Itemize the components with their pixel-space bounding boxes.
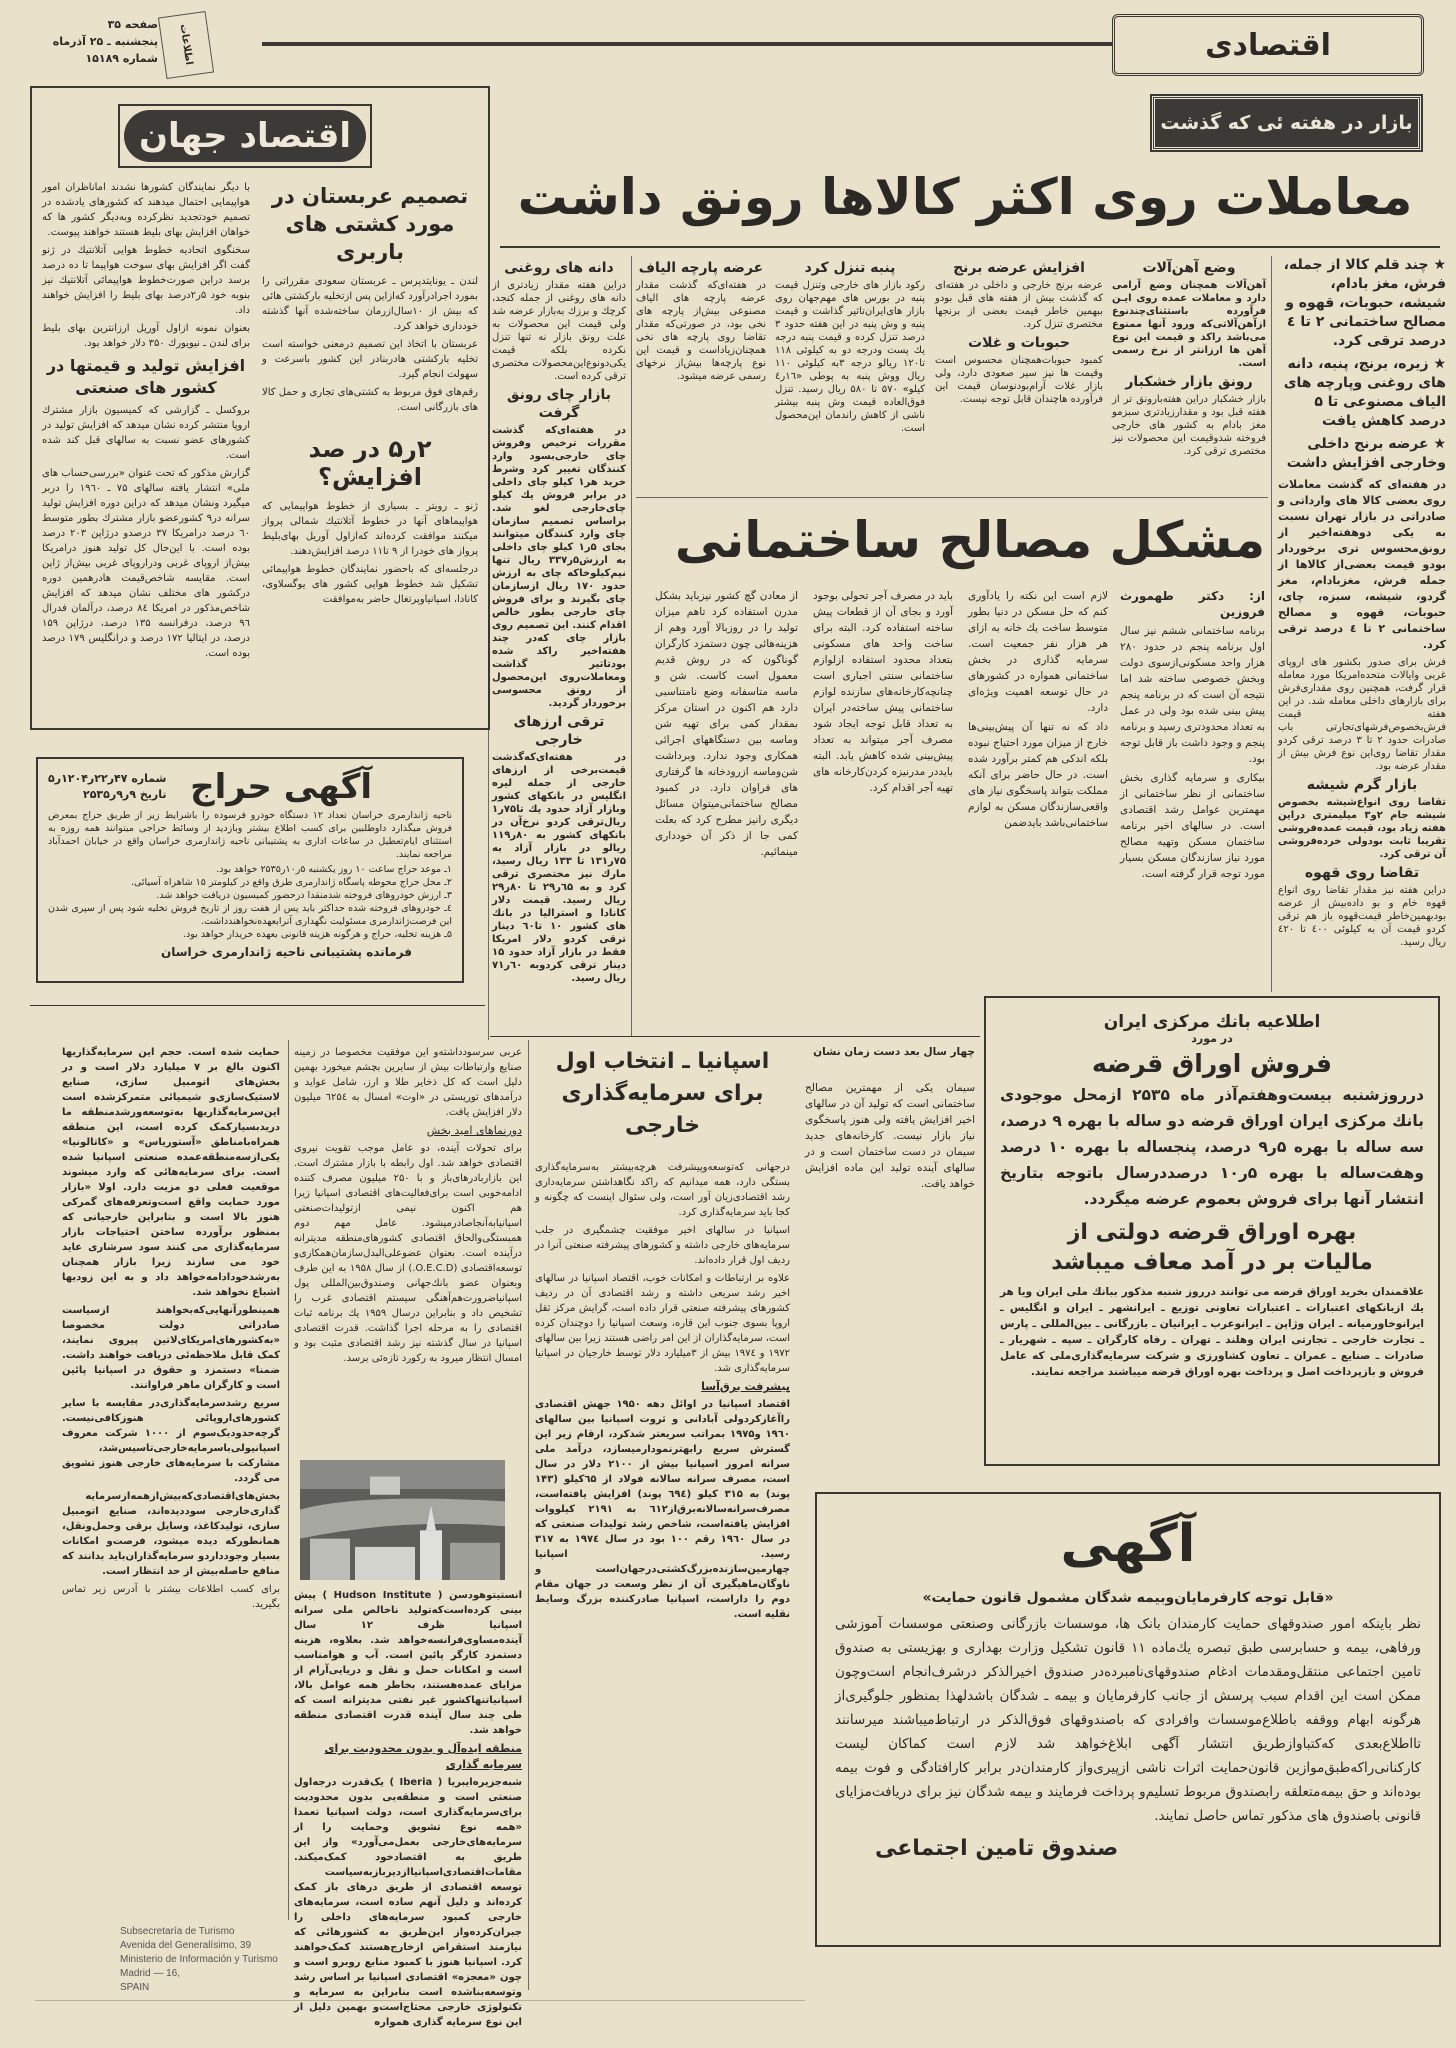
spain-paragraph: همینطورآنهایی‌که‌بخواهند ازسیاست صادراتی دولت مخصوصا «به‌کشورهای‌امریکای‌لاتین پیروی نمایند، کمک قابل ملاحظه‌ئی دریافت خواهند داشت. ضمنا» دستمزد و حقوق در اسپانیا پائین است و کارگران ماهر فراوانند. [62,1305,280,1391]
materials-column-1 [1120,588,1265,885]
market-intro: در هفته‌ای که گذشت معاملات روی بعضی کالا های وارداتی و صادراتی در بازار تهران نسبت به یکی دوهفته‌اخیر از رونق‌محسوس تری برخوردار بودو قیمت بعضی‌از کالاها از جمله فرش، مغزبادام، مغز گردو، شیشه، سبزه، چای، حبوبات، قهوه و مصالح ساختمانی ۲ تا ٤ درصد ترقی کرد. [1278,478,1447,651]
header-rule [262,42,1112,46]
market-kicker: بازار در هفته ئی که گذشت [1152,96,1421,150]
materials-paragraph: باید در مصرف آجر تحولی بوجود آورد و بجای آن از قطعات پیش ساخته استفاده کرد. البته برای ساخت واحد های مسکونی بتعداد محدود استفاده ازلوازم ساختمانی سنتی اجباری است چنانچه‌کارخانه‌های سازنده لوازم ساختمانی پیش ساخته‌در ایران به تعداد قابل توجه ایجاد شود مصرف آجر میتواند به تعداد پیش‌بینی شده کاهش یابد. البته بایددر مدرنیزه کردن‌کارخانه های تهیه آجر اقدام کرد. [813,590,953,794]
materials-paragraph: بیکاری و سرمایه گذاری بخش ساختمانی از نظر ساختمانی از مهمترین عوامل رشد اقتصادی است. در سالهای اخیر برنامه ساختمان مسکن وتهیه مصالح مورد نیاز سازندگان مسکن بسیار مورد توجه قرار گرفته است. [1120,772,1265,880]
spain-headline: اسپانیا ـ انتخاب اول برای سرمایه‌گذاری خارجی [555,1049,770,1138]
section-title: اقتصادی [1112,14,1424,76]
auction-item: ۲ـ محل حراج محوطه پاسگاه ژاندارمری طرق واقع در کیلومتر ۱۵ شاهراه آسیائی. [130,877,452,888]
materials-byline: از: دکتر طهمورث فروزین [1120,589,1265,619]
world-right-column [262,180,478,610]
world-economy-title-text: اقتصاد جهان [124,110,366,162]
address-line: Ministerio de Información y Turismo [120,1954,278,1965]
section-divider [636,497,1268,498]
tax-exempt-title: بهره اوراق قرضه دولتی از [1067,1220,1357,1245]
address-line: Madrid — 16, [120,1968,181,1979]
section-divider [30,1005,485,1006]
spain-subhead: منطقه ایده‌آل و بدون محدودیت برای سرمایه گذاری [324,1742,522,1771]
section-text: کمبود حبوبات‌همچنان محسوس است وقیمت ها نیز سیر صعودی دارد، ولی بازار غلات آرام‌بودنوسان قیمت این فرآورده هاچندان قابل توجه نیست. [935,355,1103,405]
saudi-headline: تصمیم عربستان در مورد کشتی های باربری [271,184,469,264]
auction-item: ۳ـ ارزش خودروهای فروخته شدمنقدا درحضور کمیسیون دریافت خواهد شد. [156,890,452,901]
auction-item: ۱ـ موعد حراج ساعت ۱۰ روز یکشنبه ۵ر۱۰ر۲۵۳۵ خواهد بود. [216,864,452,875]
market-column-4 [775,256,925,438]
materials-paragraph: لازم است این نکته را یادآوری کنم که حل مسکن در دنیا بطور متوسط ساخت یك خانه به ازای هر هزار نفر جمعیت است. سرمایه گذاری در بخش ساختمانی همواره در کشورهای در حال توسعه اهمیت ویژه‌ای دارد. [968,590,1108,714]
photo-caption: انستیتوهودسن ( Hudson Institute ) پیش بینی کرده‌است‌که‌تولید ناخالص ملی سرانه اسپانیا ظرف ۱۲ سال آینده‌مساوی‌فرانسه‌خواهد شد. بعلاوه، هزینه دستمزد کارگر پائین است. آب و هوامناسب است و امکانات حمل و نقل و دریایی‌آرام از مزایای عمده‌هستند، بخاطر همه عوامل بالا، اسپانیاتنهاکشور غیر نفتی مدیترانه است که طی چند سال آینده قدرت اقتصادی منطقه خواهد شد. [294,1590,522,1736]
spain-column-a [535,1160,790,1625]
market-column-5 [636,256,766,386]
market-column-3 [935,256,1103,409]
materials-column-3 [813,588,953,799]
auction-item: ٤ـ خودروهای فروخته شده حداکثر باید پس از هفت روز از تاریخ فروش تخلیه شود پس از سپری شدن این فرصت‌ژاندارمری مسئولیت نگهداری آنرابعهده‌نخواهندداشت. [48,903,452,927]
materials-continuation [805,1044,975,1195]
world-text: بعنوان نمونه ازاول آوریل ارزانترین بهای بلیط برای لندن ـ نیویورك ۳۵۰ دلار خواهد بود. [42,323,250,349]
address-line: SPAIN [120,1982,150,1993]
section-heading: پنبه تنزل کرد [804,260,896,276]
section-text: بازار خشکبار دراین هفته‌بارونق تر از هفته قبل بود و مقدارزیادتری سبزمو مغز بادام به کشور های خارجی فروخته شدوقیمت این محصولات نیز مختصری ترقی کرد. [1112,394,1266,457]
materials-paragraph: از معادن گچ کشور نیزباید بشکل مدرن استفاده کرد تاهم میزان تولید را در روزبالا آورد وهم از هزینه‌هائی چون دستمزد کارگران گوناگون که در روش قدیم معمول است کاست. شن و ماسه متاسفانه وضع نامتناسبی دارد هم اکنون در استان مرکز بمقدار کمی برای تهیه شن وماسه بین دستگاههای اجرائی همکاری وجود ندارد. وبرداشت شن‌وماسه ازرودخانه ها گرفتاری های فراوان دارد. در کمبود مصالح ساختمانی‌میتوان مسائل دیگری رانیز مطرح کرد که بعلت کمی جا از ذکر آن خودداری مینمائیم. [655,590,798,858]
spain-column-b [294,1045,522,1369]
spain-paragraph: حمایت شده است. حجم این سرمایه‌گذاریها اکنون بالغ بر ۷ میلیارد دلار است و در بخش‌های اتومبیل سازی، صنایع لاستیک‌سازی‌و شیمیائی متمرکزشده است این‌سرمایه‌گذاریها به‌توسعه‌ورشد‌منطقه ما درید‌بسیار‌کمک کرده است، این منطقه همراه‌با‌مناطق «آستوریاس» و «کاتالونیا» یکی‌از‌سه‌منطقه‌عمده صنعتی اسپانیا شده است. برای سرمایه‌هائی که وارد میشوند موقعیت فعلی دو مزیت دارد. اولا «بازار مورد حمایت واقع است‌وتعرفه‌های گمرکی هنوز بالا است و بنابراین خارجیانی که بمنظور برآورده ساختن احتیاجات بازار سرمایه‌گذاری می کنند سود سرشاری عاید خود می سازند زیرا بازار همچنان به‌رشدخود‌ادامه‌خواهد داد و به این زودیها اشباع نخواهد شد. [62,1047,280,1298]
section-heading: عرضه پارچه الیاف [638,260,764,276]
materials-column-2 [968,588,1108,834]
section-text: دراین هفته نیز مقدار تقاضا روی انواع قهوه خام و بو داده‌بیش از عرضه بودبهمین‌خاطر قیمت‌قهوه باز هم ترقی کردو قیمت آن به کیلوئی ٤۰۰ تا ٤۲۰ ریال رسید. [1278,885,1446,948]
spain-contact-line: برای کسب اطلاعات بیشتر با آدرس زیر تماس بگیرید. [62,1584,280,1610]
notice-body: نظر باینکه امور صندوقهای حمایت کارمندان بانک ها، موسسات بازرگانی وصنعتی موسسات آموزشی ورفاهی، بیمه و حسابرسی طبق تبصره یك‌ماده ۱۱ قانون تشکیل وزارت بهداری و بهزیستی به صندوق تامین اجتماعی منتقل‌ومقدمات ادغام صندوقهای‌نامبرده‌در صندوق اخیرالذکر درشرف‌انجام است‌وچون ممکن است این اقدام سبب پرسش از جانب کارفرمایان و بیمه ـ شدگان باشدلهذا بمنظور جلوگیری‌از هرگونه ابهام ووقفه باطلاع‌موسسات وافرادی که باصندوقهای فوق‌الذکر در ارتباط‌میباشند میرسانند تااطلاع‌بعدی که‌کتباوازطریق انتشار آگهی ابلاغ‌خواهد شد لازم است کماکان لیست کارکنانی‌راکه‌طبق‌موازین قانون‌حمایت اثرات ناشی ازپیری‌واز کارمندان‌در برابر کارافتادگی و فوت بیمه بوده‌اند و حق بیمه‌متعلقه رابصندوق مربوط تسلیم‌و پرداخت فرمایند و بیمه شدگان نیز برای دریافت‌مزایای قانونی باصندوق های مذکور تماس حاصل نمایند. [835,1616,1421,1824]
address-line: Subsecretaría de Turismo [120,1926,235,1937]
market-bullet: ★ عرضه برنج داخلی وخارجی افزایش داشت [1286,436,1446,471]
section-heading: ترقی ارزهای خارجی [513,714,605,748]
issue-date: پنجشنبه ـ ۲۵ آذرماه [52,35,158,48]
address-line: Avenida del Generalísimo, 39 [120,1940,252,1951]
market-bullet: ★ زیره، برنج، پنبه، دانه های روغنی وپارچه های الیاف مصنوعی تا ۵ درصد کاهش یافت [1283,356,1446,429]
section-heading: دانه های روغنی [504,260,614,276]
spain-paragraph: بخش‌های‌اقتصادی‌که‌بیش‌از‌همه‌از‌سرمایه گذاری‌خارجی سود‌دیده‌اند، صنایع اتومبیل سازی، تولیدکاغذ، وسایل برقی وحمل‌ونقل، همانطورکه دیده میشود، فرصت‌و امکانات بسیار وجوددارد‌و سرمایه‌گذاران‌باید بدانند که منافع حاصله‌بیش از حد انتظار است. [62,1491,280,1577]
section-divider [490,1036,980,1037]
auction-title: آگهی حراج [190,767,372,807]
section-heading: افزایش عرضه برنج [953,260,1085,276]
spain-paragraph: برای تحولات آینده، دو عامل موجب تقویت نیروی اقتصادی خواهد شد. اول رابطه با بازار مشترك است. این بازاربادرهای‌باز و با ۲۵۰ میلیون مصرف کننده ادامه‌خوبی است برای‌فعالیت‌های اقتصادی اسپانیا زیرا هم اکنون نیمی ازتولیدات‌صنعتی اسپانیابه‌آنجاصادرمیشود. عامل مهم دوم همبستگی‌والحاق اقتصادی کشورهای‌منطقه مدیترانه درآینده است. بعنوان عضوعلی‌البدل‌سازمان‌همکاری‌و توسعه‌اقتصادی (O.E.C.D.) از سال ۱۹۵۸ به این طرف وبعنوان عضو بانك‌جهانی وصندوق‌بین‌المللی پول اسپانیاضرورت‌هم‌آهنگی سیستم اقتصادی غرب را تشخیص داد و بنابراین درسال ۱۹۵۹ یك برنامه ثبات اقتصادی را به مرحله اجرا گذاشت. قدرت اقتصادی اسپانیا در سال گذشته نیز رشد اقتصادی مثبت بود و امسال انتظار میرود به رکورد تازه‌ئی برسد. [294,1143,523,1364]
auction-number: شماره ۴۷ر۲۲ر۱۲۰۴ر۵ [48,772,167,785]
spain-column-c [62,1045,280,1615]
airline-headline: ۲ر۵ در صد افزایش؟ [308,435,432,491]
section-heading: تقاضا روی قهوه [1304,865,1420,881]
materials-paragraph: سیمان یکی از مهمترین مصالح ساختمانی است که تولید آن در سالهای اخیر افزایش یافته ولی هنوز پاسخگوی نیاز بازار نیست. کارخانه‌های جدید سیمان در دست ساختمان است و در سالهای آینده تولید این ماده افزایش خواهد یافت. [805,1082,975,1190]
saudi-text: لندن ـ یونایتدپرس ـ عربستان سعودی مقرراتی را بمورد اجرادرآورد که‌ازاین پس ازتخلیه بارکشتی هائی که بیش از ۱۰سال‌ازرمان ساخته‌شده آنها گذشته خودداری خواهد کرد. [262,276,478,332]
spain-paragraph: درجهانی که‌توسعه‌وپیشرفت هرچه‌بیشتر به‌سرمایه‌گذاری بستگی دارد، همه میدانیم که راکد نگاهداشتن سرمایه‌داری رشد اقتصادی‌زیان آور است، ولی سئوال اینست که چگونه و کجا باید سرمایه‌گذاری کرد. [535,1162,790,1218]
social-security-notice [815,1492,1441,1947]
materials-footer-line: چهار سال بعد دست زمان نشان [813,1046,975,1058]
section-heading: بازار چای رونق گرفت [507,387,611,421]
masthead [50,14,260,74]
section-text: در هفته‌ای‌که‌گذشت قیمت‌برخی از ارزهای خارجی از جمله لیره انگلیس در بانکهای کشور وبازار آزاد حدود یك تا۷۵ر۱ ریال‌ترقی کردو نرخ‌آن در بانکهای کشور به ۸۰ر۱۱۹ ریالو در بازار آزاد به ۷۵ر۱۳۱ تا ۱۳۳ ریال رسید، مارك نیز مختصری ترقی کرد و به ٦۵ر۲۹ تا ۸۰ر۲۹ ریال رسید. قیمت دلار کانادا و استرالیا در بانك های کشور ۱۰ تا٦۰ دینار ترقی کردو دلار امریکا فقط در بازار آزاد حدود ۱۵ دینار ترقی کردوبه ٦۰ر۷۱ ریال رسید. [492,752,626,984]
airline-text: ژنو ـ رویتر ـ بسیاری از خطوط هواپیمایی که هواپیماهای آنها در خطوط آتلانتیك شمالی پرواز میکنند موافقت کرده‌اند که‌ازاول آوریل بهای‌بلیط پرواز های خودرا از ۹ تا۱۱ درصد افزایش‌دهند. [262,501,478,557]
spain-paragraph: اقتصاد اسپانیا در اوائل دهه ۱۹۵۰ جهش اقتصادی راآغازکردولی آبادانی و ثروت اسپانیا بین سالهای ۱۹٦۰ و۱۹۷۵ بمراتب سریعتر شدکرد، ارقام زیر این گسترش سریع رابهترنمودارمیسازد، درآمد ملی سرانه امروز اسپانیا بیش از ۲۱۰۰ دلار در سال است، مصرف سرانه سالانه فولاد از ٦۵کیلو (۱۴۳ پوند) به ۳۱۵ کیلو (٦۹٤ پوند) افزایش یافته‌است، مصرف‌سرانه‌سالانه‌برق‌از٦۱۲ به ۲۱۹۱ کیلووات افزایش یافته‌است، شاخص رشد تولیدات صنعتی که در سال ۱۹٦۰ رقم ۱۰۰ بود در سال ۱۹۷٤ به ۳۱۷ رسید. اسپانیا چهارمین‌سازنده‌بزرگ‌کشتی‌درجهان‌است و ناوگان‌ماهیگیری آن از نظر وسعت در جهان مقام دوم را داراست، اسپانیا صادرکننده بزرگ وسایط نقلیه است. [535,1399,791,1620]
airline-text: درجلسه‌ای که باحضور نمایندگان خطوط هواپیمائی تشکیل شد خطوط هوایی کشور های یوگسلاوی، کانادا، اسپانیاوپرتغال حاضر به‌موافقت [262,564,478,605]
spain-paragraph: علاوه بر ارتباطات و امکانات خوب، اقتصاد اسپانیا در سالهای اخیر رشد سریعی داشته و رشد اقتصادی آن در ردیف کشورهای پیشرفته صنعتی قرار داده است، گرایش مرکز ثقل اروپا بسوی جنوب این قاره، وسعت اسپانیا را دوچندان کرده است، سرمایه‌گذاران از این امر راضی هستند زیرا بین سالهای ۱۹۷۲ و ۱۹۷٤ بیش از ۳میلیارد دلار توسط خارجیان در اسپانیا سرمایه‌گذاری شد. [535,1273,790,1374]
auction-notice [36,757,464,983]
carpet-text: فرش برای صدور بکشور های اروپای غربی وایالات متحده‌امریکا مورد معامله قرار گرفت، همچنین روی مقداری‌فرش برای بازارهای داخلی معامله شد. در این هفته قیمت فرش‌بخصوص‌فرشهای‌تجارتی باب صادرات حدود ۲ تا ۳ درصد ترقی کردو مقدار تقاضا روی‌این نوع فرش بیش از مقدار عرضه بود. [1278,657,1446,772]
saudi-text: رقم‌های فوق مربوط به کشتی‌های تجاری و حمل کالا های بازرگانی است. [262,387,478,413]
bank-notice-footer: علاقمندان بخرید اوراق قرضه می توانند درروز شنبه مذکور ببانك ملی ایران ویا هر یك ازبانکهای اعتبارات ـ اعتبارات تعاونی توزیع ـ ایرانشهر ـ ایران و انگلیس ـ ایرانوخاورمیانه ـ ایران وژاپن ـ ایرانوعرب ـ ایرانیان ـ بازرگانی ـ بین‌المللی ـ پارس ـ تجارت خارجی ـ تجارتی ایران وهلند ـ تهران ـ رفاه کارگران ـ سپه ـ شهریار ـ صادرات ـ صنایع ـ عمران ـ تعاون کشاورزی و شرکت سرمایه‌گذاری‌ملی که عامل فروش و بازپرداخت اصل و پرداخت بهره اوراق قرضه میباشند مراجعه نمایند. [1000,1286,1424,1378]
notice-subtitle: «قابل توجه کارفرمایان‌وبیمه شدگان مشمول قانون حمایت» [922,1590,1334,1606]
world-text: سخنگوی اتحادیه خطوط هوایی آتلانتیك در ژنو گفت اگر افزایش بهای سوخت هواپیما تا ده درصد برسد دراین صورت‌خطوط هواپیمائی آتلانتیك نیز بنوبه خود ۵ر۲درصد بهای بلیط را افزایش خواهند داد. [42,245,250,316]
column-divider [631,256,632,1036]
auction-signature: فرمانده پشتیبانی ناحیه ژاندارمری خراسان [160,945,412,959]
section-text: در هفته‌ای‌که گذشت مقررات ترخیص وفروش چای خارجی‌بسود وارد کنندگان تغییر کرد وشرط خرید هر۱ کیلو چای داخلی در برابر فروش یك کیلو چای‌خارجی لغو شد. براساس تصمیم سازمان چای وارد کنندگان میتوانند بجای ۵ر۱ کیلو چای داخلی به ارزش۵ر۳۳۷ ریال تنها نیم‌کیلوخاکه چای به ارزش حدود ۱۷۰ ریال ازسازمان چای بگیرند و برای فروش چای خارجی بطور خالص اقدام کنند. این تصمیم روی بازار چای که‌در چند هفته‌اخیر راکد شده بود‌تاثیر گذاشت ومعاملات‌روی این‌محصول از رونق محسوسی برخوردار گردید. [492,425,626,709]
spain-paragraph: شبه‌جزیره‌ایبریا ( Iberia ) یک‌قدرت درجه‌اول صنعتی است و منطقه‌یی بدون محدودیت برای‌سرمایه‌گذاری است، دولت اسپانیا تعمدا «همه نوع تشویق وحمایت را از سرمایه‌های‌خارجی بعمل‌می‌آورد» واز این طریق به اقتصادخود کمک‌میکند. مقامات‌اقتصادی‌اسپانیاازدیرباز‌به‌سیاست توسعه اقتصادی از طریق درهای باز کمک کرده‌اند و دلیل آنهم ساده است، سرمایه‌های خارجی کمبود سرمایه‌های داخلی را جبران‌کرده‌واز این‌طریق به کشورهائی که نیازمند استقراض ازخارج‌هستند کمک‌خواهند کرد. اسپانیا هنوز با کمبود منابع روبرو است و چون «معجزه» اقتصادی اسپانیا بر اساس رشد وتوسعه‌بناشده است بنابراین به سرمایه و تکنولوژی خارجی محتاج‌است‌و بهمین دلیل از این نوع سرمایه گذاری همواره [294,1777,522,2028]
section-text: عرضه برنج خارجی و داخلی در هفته‌ای که گذشت بیش از هفته های قبل بودو ببهمین خاطر قیمت بعضی از برنجها مختصری تنزل کرد. [935,280,1103,330]
spain-address [120,1925,290,1995]
spain-subhead: پیشرفت برق‌آسا [701,1380,790,1393]
materials-headline: مشکل مصالح ساختمانی [674,511,1266,569]
notice-signature: صندوق تامین اجتماعی [875,1836,1119,1861]
market-column-6 [492,256,626,988]
market-headline: معاملات روی اکثر کالاها رونق داشت [517,168,1413,226]
market-rule [500,246,1440,248]
auction-body: ناحیه ژاندارمری خراسان تعداد ۱۲ دستگاه خودرو فرسوده را باشرایط زیر از طریق حراج بمعرض فروش میگذارد داوطلبین برای کسب اطلاع بیشتر وبازدید از وسائط حراجی میتوانند همه روزه به استثنای ایام‌تعطیل در ساعات اداری به پشتیبانی ناحیه ژاندارمری خراسان واقع در خیابان احمدآباد مراجعه نمایند. [48,810,452,860]
section-text: در هفته‌ای‌که گذشت مقدار عرضه پارچه های الیاف مصنوعی بیش‌از پارچه های نخی بود، در صورتی‌که مقدار تقاضا روی پارچه های نخی همچنان‌زیاداست و قیمت این نوع پارچه‌ها بیش‌از نرخهای رسمی عرضه میشود. [636,280,766,382]
section-heading: رونق بازار خشکبار [1125,374,1253,390]
market-column-1 [1278,256,1446,952]
materials-paragraph: داد که نه تنها آن پیش‌بینی‌ها خارج از میزان مورد احتیاج نبوده بلکه اندکی هم کمتر برآورد شده است. در حال حاضر برای آنکه مملکت بتواند پاسخگوی نیاز های واقعی‌سازندگان مسکن به لوازم ساختمانی‌باشد بایدضمن [968,721,1108,829]
world-text: بروکسل ـ گزارشی که کمیسیون بازار مشترك اروپا منتشر کرده نشان میدهد که افزایش تولید در کشورهای عضو نسبت به سالهای قبل کند شده است. [42,405,250,461]
central-bank-notice [984,996,1440,1466]
saudi-text: عربستان با اتخاذ این تصمیم درمعنی خواسته است تخلیه بارکشتی هادربنادر این کشور باسرعت و سهولت انجام گیرد. [262,339,478,380]
section-text: دراین هفته مقدار زیادتری از دانه های روغنی از جمله کنجد، کرچك و برزك به‌بازار عرضه شد ولی قیمت این محصولات به علت رونق بازار نه تنها تنزل نکرده بلکه قیمت یکی‌دونوع‌این‌محصولات مختصری ترقی کرده است. [492,280,626,382]
world-text: گزارش مذکور که تحت عنوان «بررسی‌حساب های ملی» انتشار یافته سالهای ۷۵ ـ ۱۹٦۰ را دربر میگیرد ونشان میدهد که دراین دوره افزایش تولید سرانه در۹ کشورعضو بازار مشترك بطور متوسط ٦۰ درصد درامریکا ۳۷ درصدو درژاپن ۲۰۳ درصد بوده است. با این‌حال کل تولید هنوز درامریکا بیش‌از اروپای غربی ودراروپای غربی بیش‌از ژاپن است. مقایسه شاخص‌قیمت هادرهمین دوره درکشور های مختلف نشان میدهد که افزایش شاخص‌مذکور در امریکا ۸٤ درصد، درآلمان فدرال ۹٦ درصد، درفرانسه ۱۳۵ درصد، درژاپن ۱۵۹ درصد، در ایتالیا ۱۷۲ درصد و درانگلیس ۱۷۹ درصد بوده است. [42,468,251,659]
world-economy-title [118,104,372,168]
market-column-2 [1112,256,1266,461]
issue-number: شماره ۱۵۱۸۹ [85,52,158,65]
spain-paragraph: سریع رشدسرمایه‌گذاری‌در مقایسه با سایر کشورهای‌اروپائی هنوزکافی‌نیست. گرچه‌حدودیک‌سوم از ۱۰۰۰ شرکت معروف اسپانیولی‌باسرمایه‌خارجی‌تاسیس‌شد، مشارکت با سرمایه‌های خارجی هنوز تشویق می گردد. [62,1398,281,1484]
harbor-city-image [300,1460,505,1580]
spain-paragraph: عربی سرسودداشته‌و این موفقیت مخصوصا در زمینه صنایع وارتباطات بیش از سایرین بچشم میخورد بهمین دلیل است که کل ذخایر طلا و ارز، شامل عواید و درآمدهای توریستی در «اوت» امسال به ٦۲۵٤ میلیون دلار افزایش یافت. [294,1047,523,1118]
notice-title: آگهی [1060,1514,1196,1574]
bank-notice-about: در مورد [1191,1032,1233,1045]
spain-paragraph: اسپانیا در سالهای اخیر موفقیت چشمگیری در جلب سرمایه‌های خارجی داشته و کشورهای پیشرفته صنعتی آنرا در ردیف اول قرار داده‌اند. [535,1225,790,1266]
world-left-column [42,180,250,664]
bank-notice-title: فروش اوراق قرضه [1091,1049,1333,1078]
bank-notice-body: درروزشنبه بیست‌وهفتم‌آذر ماه ۲۵۳۵ ازمحل موجودی بانك مرکزی ایران اوراق قرضه دو ساله با بهره ۹ درصد، سه ساله با بهره ۵ر۹ درصد، پنجساله با بهره ۱۰ درصد وهفت‌ساله با بهره ۵ر۱۰ درصددرسال باتوجه بتاریخ انتشار آنها برای فروش بعموم عرضه میگردد. [1000,1086,1425,1208]
materials-paragraph: برنامه ساختمانی ششم نیز سال اول برنامه پنجم در حدود ۲۸۰ هزار واحد مسکونی‌ازسوی دولت وبخش خصوصی ساخته شد اما نتیجه آن است که در برنامه پنجم پیش بینی شده بود ولی در عمل به تعداد محدودتری رسید و برنامه پنجم و وجود داشت باز قابل توجه بود. [1120,625,1265,765]
spain-subhead: دورنماهای امید بخش [426,1124,522,1137]
column-divider [1271,256,1272,992]
world-text: با دیگر نمایندگان کشورها نشدند امانا‌ظران امور هواپیمایی احتمال میدهند که کشورهای یادشده در تصمیم خودتجدید نظرکرده وبه‌دیگر کشور ها که خواهان افزایش بهای بلیط هستند خواهند پیوست. [42,182,250,238]
newspaper-logo: اطلاعات [158,11,214,79]
column-divider [528,1040,529,1990]
city-photo [300,1460,505,1580]
section-text: رکود بازار های خارجی وتنزل قیمت پنبه در بورس های مهم‌جهان روی بازار های‌ایران‌تاثیر گذاشت و قیمت پنبه و وش پنبه در این هفته حدود ۳ درصد تنزل کرده و قیمت پنبه درجه یك پست ودرجه دو به کیلوئی ۱۱۸ تا۱۲۰ ریالو درجه ۳به کیلوئی ۱۱۰ ریال ووش پنبه به پوطی «۱٦ر٤ کیلو» ۵۷۰ تا ۵۸۰ ریال رسید. تنزل فوق‌العاده قیمت وش پنبه بیشتر ناشی از کاهش راندمان این‌محصول است. [775,280,926,434]
materials-column-4 [655,588,798,863]
page-number: صفحه ۳۵ [107,18,158,31]
section-heading: وضع آهن‌آلات [1142,260,1236,276]
column-divider [288,1040,289,1920]
market-bullet: ★ چند قلم کالا از جمله، فرش، مغز بادام، شیشه، حبوبات، قهوه و مصالح ساختمانی ۲ تا ٤ درصد ترقی کرد. [1283,257,1446,349]
spain-column-b2 [294,1588,522,2033]
bottom-edge [35,2000,805,2001]
section-text: آهن‌آلات همچنان وضع آرامی دارد و معاملات عمده روی ایـن فرآورده باستثنای‌چندنوع ازآهن‌آلاتی‌که ورود آنها ممنوع می‌باشد راکد و قیمت این نوع آهن ها ارزانتر از نرخ رسمی است. [1112,280,1266,369]
tax-exempt-title: مالیات بر در آمد معاف میباشد [1051,1250,1373,1275]
bank-notice-heading: اطلاعیه بانك مرکزی ایران [1103,1012,1321,1032]
industrial-headline: افزایش تولید و قیمتها در کشور های صنعتی [46,356,246,397]
section-text: تقاضا روی انواع‌شیشه بخصوص شیشه جام ۲و۳ میلیمتری دراین هفته زیاد بود، قیمت عمده‌فروشی تقریبا ثابت بودولی خرده‌فروشی آن ترقی کرد. [1278,797,1446,860]
section-heading: بازار گرم شیشه [1306,777,1418,793]
auction-item: ۵ـ هزینه تخلیه، حراج و هرگونه هزینه قانونی بعهده خریدار خواهد بود. [183,929,452,940]
section-heading: حبوبات و غلات [968,335,1070,351]
auction-date: تاریخ ۹ر۹ر۲۵۳۵ [83,788,167,801]
